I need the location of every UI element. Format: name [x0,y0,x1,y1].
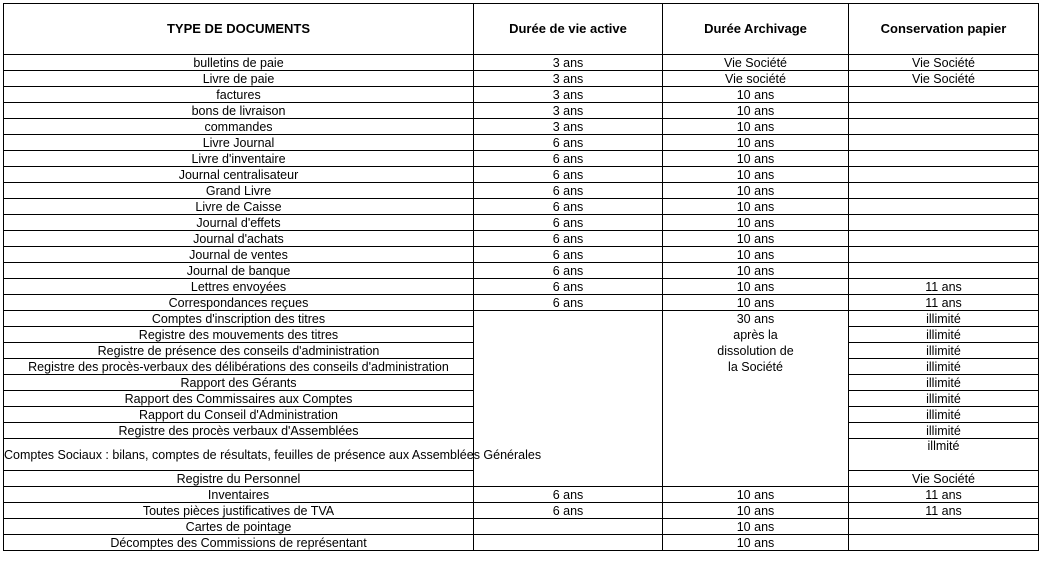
header-type-documents: TYPE DE DOCUMENTS [4,4,474,55]
document-type-cell: Rapport des Commissaires aux Comptes [4,391,474,407]
duree-vie-active-cell: 6 ans [474,487,663,503]
duree-archivage-cell [663,407,849,423]
duree-vie-active-cell [474,375,663,391]
duree-vie-active-cell [474,359,663,375]
conservation-papier-cell [849,519,1039,535]
table-row [4,199,1039,215]
document-type-cell: Livre de Caisse [4,199,474,215]
conservation-papier-cell: Vie Société [849,71,1039,87]
duree-archivage-cell: dissolution de [663,343,849,359]
table-row [4,103,1039,119]
duree-archivage-cell: 10 ans [663,487,849,503]
table-row [4,359,1039,375]
duree-archivage-cell: 10 ans [663,231,849,247]
document-type-cell: Comptes d'inscription des titres [4,311,474,327]
duree-archivage-cell: 30 ans [663,311,849,327]
duree-archivage-cell: 10 ans [663,167,849,183]
duree-vie-active-cell [474,391,663,407]
conservation-papier-cell [849,135,1039,151]
duree-vie-active-cell: 6 ans [474,135,663,151]
duree-vie-active-cell: 6 ans [474,167,663,183]
conservation-papier-cell [849,263,1039,279]
document-type-cell: Registre du Personnel [4,471,474,487]
duree-archivage-cell: 10 ans [663,135,849,151]
duree-vie-active-cell [474,407,663,423]
table-row [4,167,1039,183]
conservation-papier-cell [849,247,1039,263]
duree-archivage-cell [663,375,849,391]
duree-vie-active-cell [474,311,663,327]
document-type-cell: commandes [4,119,474,135]
document-type-cell: Journal de banque [4,263,474,279]
conservation-papier-cell: illmité [849,439,1039,471]
conservation-papier-cell [849,151,1039,167]
conservation-papier-cell: illimité [849,391,1039,407]
duree-vie-active-cell: 6 ans [474,151,663,167]
duree-vie-active-cell: 6 ans [474,183,663,199]
duree-archivage-cell [663,471,849,487]
document-type-cell: Journal d'effets [4,215,474,231]
duree-vie-active-cell: 6 ans [474,263,663,279]
document-type-cell: Grand Livre [4,183,474,199]
header-duree-archivage: Durée Archivage [663,4,849,55]
table-row [4,375,1039,391]
duree-vie-active-cell: 6 ans [474,199,663,215]
conservation-papier-cell: 11 ans [849,295,1039,311]
duree-archivage-cell: Vie Société [663,55,849,71]
document-type-cell: Journal d'achats [4,231,474,247]
duree-vie-active-cell [474,327,663,343]
duree-archivage-cell [663,391,849,407]
table-row [4,327,1039,343]
duree-vie-active-cell: 6 ans [474,503,663,519]
duree-vie-active-cell: 6 ans [474,295,663,311]
duree-archivage-cell: 10 ans [663,119,849,135]
table-row [4,519,1039,535]
duree-archivage-cell: Vie société [663,71,849,87]
duree-vie-active-cell [474,535,663,551]
document-type-cell: Registre des procès verbaux d'Assemblées [4,423,474,439]
table-row [4,71,1039,87]
conservation-papier-cell: illimité [849,375,1039,391]
table-row [4,263,1039,279]
conservation-papier-cell: 11 ans [849,503,1039,519]
table-row [4,183,1039,199]
document-type-cell: Rapport des Gérants [4,375,474,391]
duree-vie-active-cell [474,343,663,359]
duree-archivage-cell: 10 ans [663,87,849,103]
duree-archivage-cell: après la [663,327,849,343]
document-type-cell: factures [4,87,474,103]
duree-archivage-cell: 10 ans [663,295,849,311]
document-type-cell: Décomptes des Commissions de représentant [4,535,474,551]
conservation-papier-cell: illimité [849,359,1039,375]
conservation-papier-cell [849,535,1039,551]
conservation-papier-cell: illimité [849,311,1039,327]
conservation-papier-cell: illimité [849,343,1039,359]
conservation-papier-cell [849,103,1039,119]
conservation-papier-cell: Vie Société [849,55,1039,71]
duree-archivage-cell: 10 ans [663,263,849,279]
table-row [4,311,1039,327]
table-row [4,247,1039,263]
duree-archivage-cell: 10 ans [663,199,849,215]
table-row [4,423,1039,439]
duree-archivage-cell: 10 ans [663,503,849,519]
conservation-papier-cell [849,167,1039,183]
document-type-cell: Journal de ventes [4,247,474,263]
table-row [4,295,1039,311]
duree-archivage-cell: 10 ans [663,151,849,167]
table-row [4,135,1039,151]
duree-vie-active-cell: 3 ans [474,71,663,87]
table-row [4,279,1039,295]
conservation-papier-cell [849,231,1039,247]
conservation-papier-cell: illimité [849,327,1039,343]
document-type-cell: Comptes Sociaux : bilans, comptes de résultats, feuilles de présence aux Assemblées Générales [4,439,474,471]
header-conservation-papier: Conservation papier [849,4,1039,55]
duree-archivage-cell: 10 ans [663,103,849,119]
document-type-cell: Registre des mouvements des titres [4,327,474,343]
document-type-cell: Livre d'inventaire [4,151,474,167]
table-row [4,407,1039,423]
conservation-papier-cell [849,183,1039,199]
duree-vie-active-cell [474,423,663,439]
duree-archivage-cell: 10 ans [663,279,849,295]
table-row [4,231,1039,247]
document-type-cell: Registre de présence des conseils d'administration [4,343,474,359]
conservation-papier-cell [849,199,1039,215]
duree-vie-active-cell [474,471,663,487]
duree-archivage-cell: 10 ans [663,535,849,551]
duree-vie-active-cell: 3 ans [474,55,663,71]
document-type-cell: Correspondances reçues [4,295,474,311]
table-row [4,55,1039,71]
duree-vie-active-cell: 6 ans [474,231,663,247]
conservation-papier-cell [849,215,1039,231]
table-row [4,503,1039,519]
duree-vie-active-cell: 3 ans [474,119,663,135]
duree-vie-active-cell: 6 ans [474,279,663,295]
header-row [4,4,1039,55]
document-type-cell: Cartes de pointage [4,519,474,535]
duree-archivage-cell [663,439,849,471]
document-type-cell: bons de livraison [4,103,474,119]
conservation-papier-cell: 11 ans [849,279,1039,295]
document-type-cell: Livre de paie [4,71,474,87]
document-type-cell: Livre Journal [4,135,474,151]
document-type-cell: Toutes pièces justificatives de TVA [4,503,474,519]
conservation-papier-cell: illimité [849,407,1039,423]
conservation-papier-cell: 11 ans [849,487,1039,503]
document-type-cell: bulletins de paie [4,55,474,71]
table-row [4,343,1039,359]
duree-archivage-cell: 10 ans [663,215,849,231]
conservation-papier-cell: Vie Société [849,471,1039,487]
table-row [4,439,1039,471]
table-row [4,487,1039,503]
duree-archivage-cell: 10 ans [663,519,849,535]
duree-vie-active-cell: 3 ans [474,103,663,119]
duree-archivage-cell: la Société [663,359,849,375]
document-type-cell: Journal centralisateur [4,167,474,183]
duree-vie-active-cell: 6 ans [474,247,663,263]
duree-archivage-cell: 10 ans [663,247,849,263]
duree-vie-active-cell: 6 ans [474,215,663,231]
table-row [4,215,1039,231]
duree-archivage-cell [663,423,849,439]
table-row [4,471,1039,487]
conservation-papier-cell [849,87,1039,103]
document-retention-table [3,3,1039,551]
duree-archivage-cell: 10 ans [663,183,849,199]
table-row [4,87,1039,103]
table-row [4,391,1039,407]
document-type-cell: Rapport du Conseil d'Administration [4,407,474,423]
header-duree-vie-active: Durée de vie active [474,4,663,55]
conservation-papier-cell [849,119,1039,135]
duree-vie-active-cell [474,519,663,535]
document-type-cell: Registre des procès-verbaux des délibérations des conseils d'administration [4,359,474,375]
document-type-cell: Inventaires [4,487,474,503]
duree-vie-active-cell: 3 ans [474,87,663,103]
table-row [4,535,1039,551]
table-row [4,119,1039,135]
table-row [4,151,1039,167]
conservation-papier-cell: illimité [849,423,1039,439]
document-type-cell: Lettres envoyées [4,279,474,295]
